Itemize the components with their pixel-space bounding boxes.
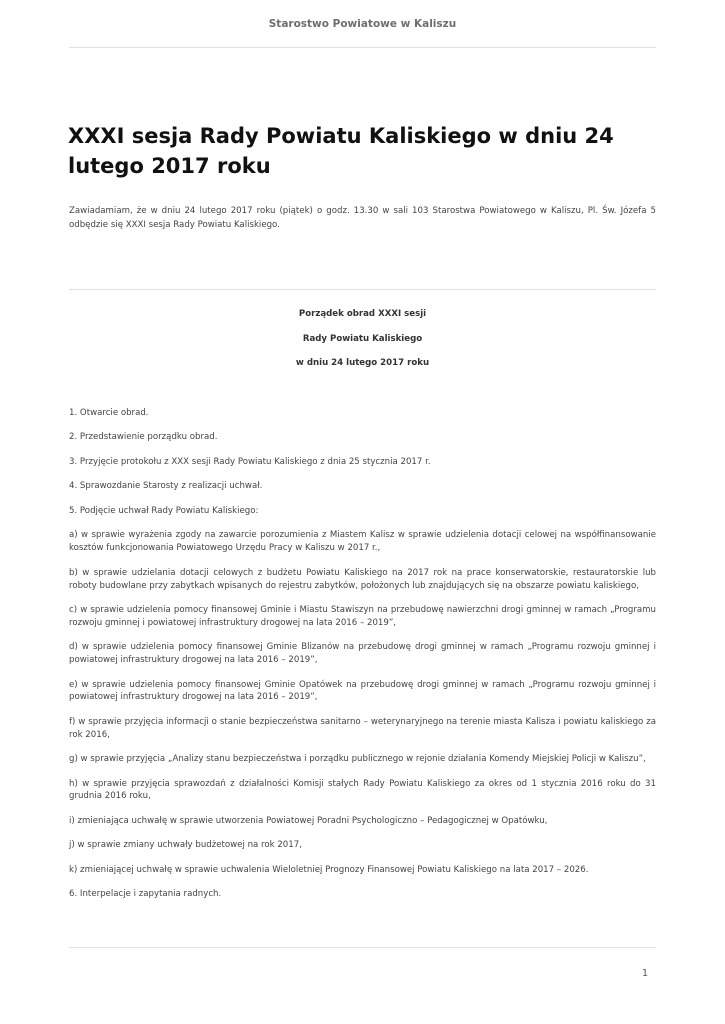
agenda-item: a) w sprawie wyrażenia zgody na zawarcie porozumienia z Miastem Kalisz w sprawie udzielenia dotacji celowej na współfinansowanie kosztów funkcjonowania Powiatowego Urzędu Pracy w Kaliszu w 2017 r.,: [69, 530, 656, 554]
agenda-item: 4. Sprawozdanie Starosty z realizacji uchwał.: [69, 481, 263, 492]
agenda-item: b) w sprawie udzielania dotacji celowych z budżetu Powiatu Kaliskiego na 2017 rok na prace konserwatorskie, restauratorskie lub roboty budowlane przy zabytkach wpisanych do rejestru zabytków, położonych lub znajdujących się na obszarze powiatu kaliskiego,: [69, 567, 656, 591]
page-title: XXXI sesja Rady Powiatu Kaliskiego w dniu 24 lutego 2017 roku: [68, 124, 614, 178]
agenda-item: c) w sprawie udzielenia pomocy finansowej Gminie i Miastu Stawiszyn na przebudowę nawierzchni drogi gminnej w ramach „Programu rozwoju gminnej i powiatowej infrastruktury drogowej na lata 2016 – 2019”,: [69, 604, 656, 628]
section-divider: [69, 289, 656, 290]
agenda-heading-line: w dniu 24 lutego 2017 roku: [295, 358, 430, 368]
agenda-item: i) zmieniająca uchwałę w sprawie utworzenia Powiatowej Poradni Psychologiczno – Pedagogicznej w Opatówku,: [69, 815, 548, 826]
agenda-item: 3. Przyjęcie protokołu z XXX sesji Rady Powiatu Kaliskiego z dnia 25 stycznia 2017 r.: [69, 456, 431, 467]
intro-paragraph: Zawiadamiam, że w dniu 24 lutego 2017 roku (piątek) o godz. 13.30 w sali 103 Starostwa Powiatowego w Kaliszu, Pl. Św. Józefa 5 odbędzie się XXXI sesja Rady Powiatu Kaliskiego.: [69, 206, 656, 230]
agenda-heading-line: Rady Powiatu Kaliskiego: [302, 333, 423, 344]
agenda-list: [69, 407, 656, 913]
agenda-item: h) w sprawie przyjęcia sprawozdań z działalności Komisji stałych Rady Powiatu Kaliskiego za okres od 1 stycznia 2016 roku do 31 grudnia 2016 roku,: [69, 778, 656, 802]
agenda-item: d) w sprawie udzielenia pomocy finansowej Gminie Blizanów na przebudowę drogi gminnej w ramach „Programu rozwoju gminnej i powiatowej infrastruktury drogowej na lata 2016 – 2019”,: [69, 642, 656, 666]
agenda-item: j) w sprawie zmiany uchwały budżetowej na rok 2017,: [69, 840, 302, 851]
page-number: 1: [641, 968, 648, 979]
agenda-heading-line: Porządek obrad XXXI sesji: [298, 309, 427, 319]
footer-divider: [69, 947, 656, 948]
agenda-item: 1. Otwarcie obrad.: [69, 408, 149, 418]
header-divider: [69, 47, 656, 48]
site-header-title: Starostwo Powiatowe w Kaliszu: [268, 18, 457, 30]
agenda-item: 2. Przedstawienie porządku obrad.: [69, 432, 218, 443]
agenda-item: g) w sprawie przyjęcia „Analizy stanu bezpieczeństwa i porządku publicznego w rejonie działania Komendy Miejskiej Policji w Kaliszu”,: [69, 754, 646, 765]
agenda-item: e) w sprawie udzielenia pomocy finansowej Gminie Opatówek na przebudowę drogi gminnej w ramach „Programu rozwoju gminnej i powiatowej infrastruktury drogowej na lata 2016 – 2019”,: [69, 679, 656, 703]
agenda-item: 6. Interpelacje i zapytania radnych.: [69, 889, 222, 900]
agenda-item: k) zmieniającej uchwałę w sprawie uchwalenia Wieloletniej Prognozy Finansowej Powiatu Kaliskiego na lata 2017 – 2026.: [69, 864, 589, 875]
agenda-heading: [69, 309, 656, 383]
agenda-item: 5. Podjęcie uchwał Rady Powiatu Kaliskiego:: [69, 505, 259, 516]
agenda-item: f) w sprawie przyjęcia informacji o stanie bezpieczeństwa sanitarno – weterynaryjnego na terenie miasta Kalisza i powiatu kaliskiego za rok 2016,: [69, 716, 656, 740]
